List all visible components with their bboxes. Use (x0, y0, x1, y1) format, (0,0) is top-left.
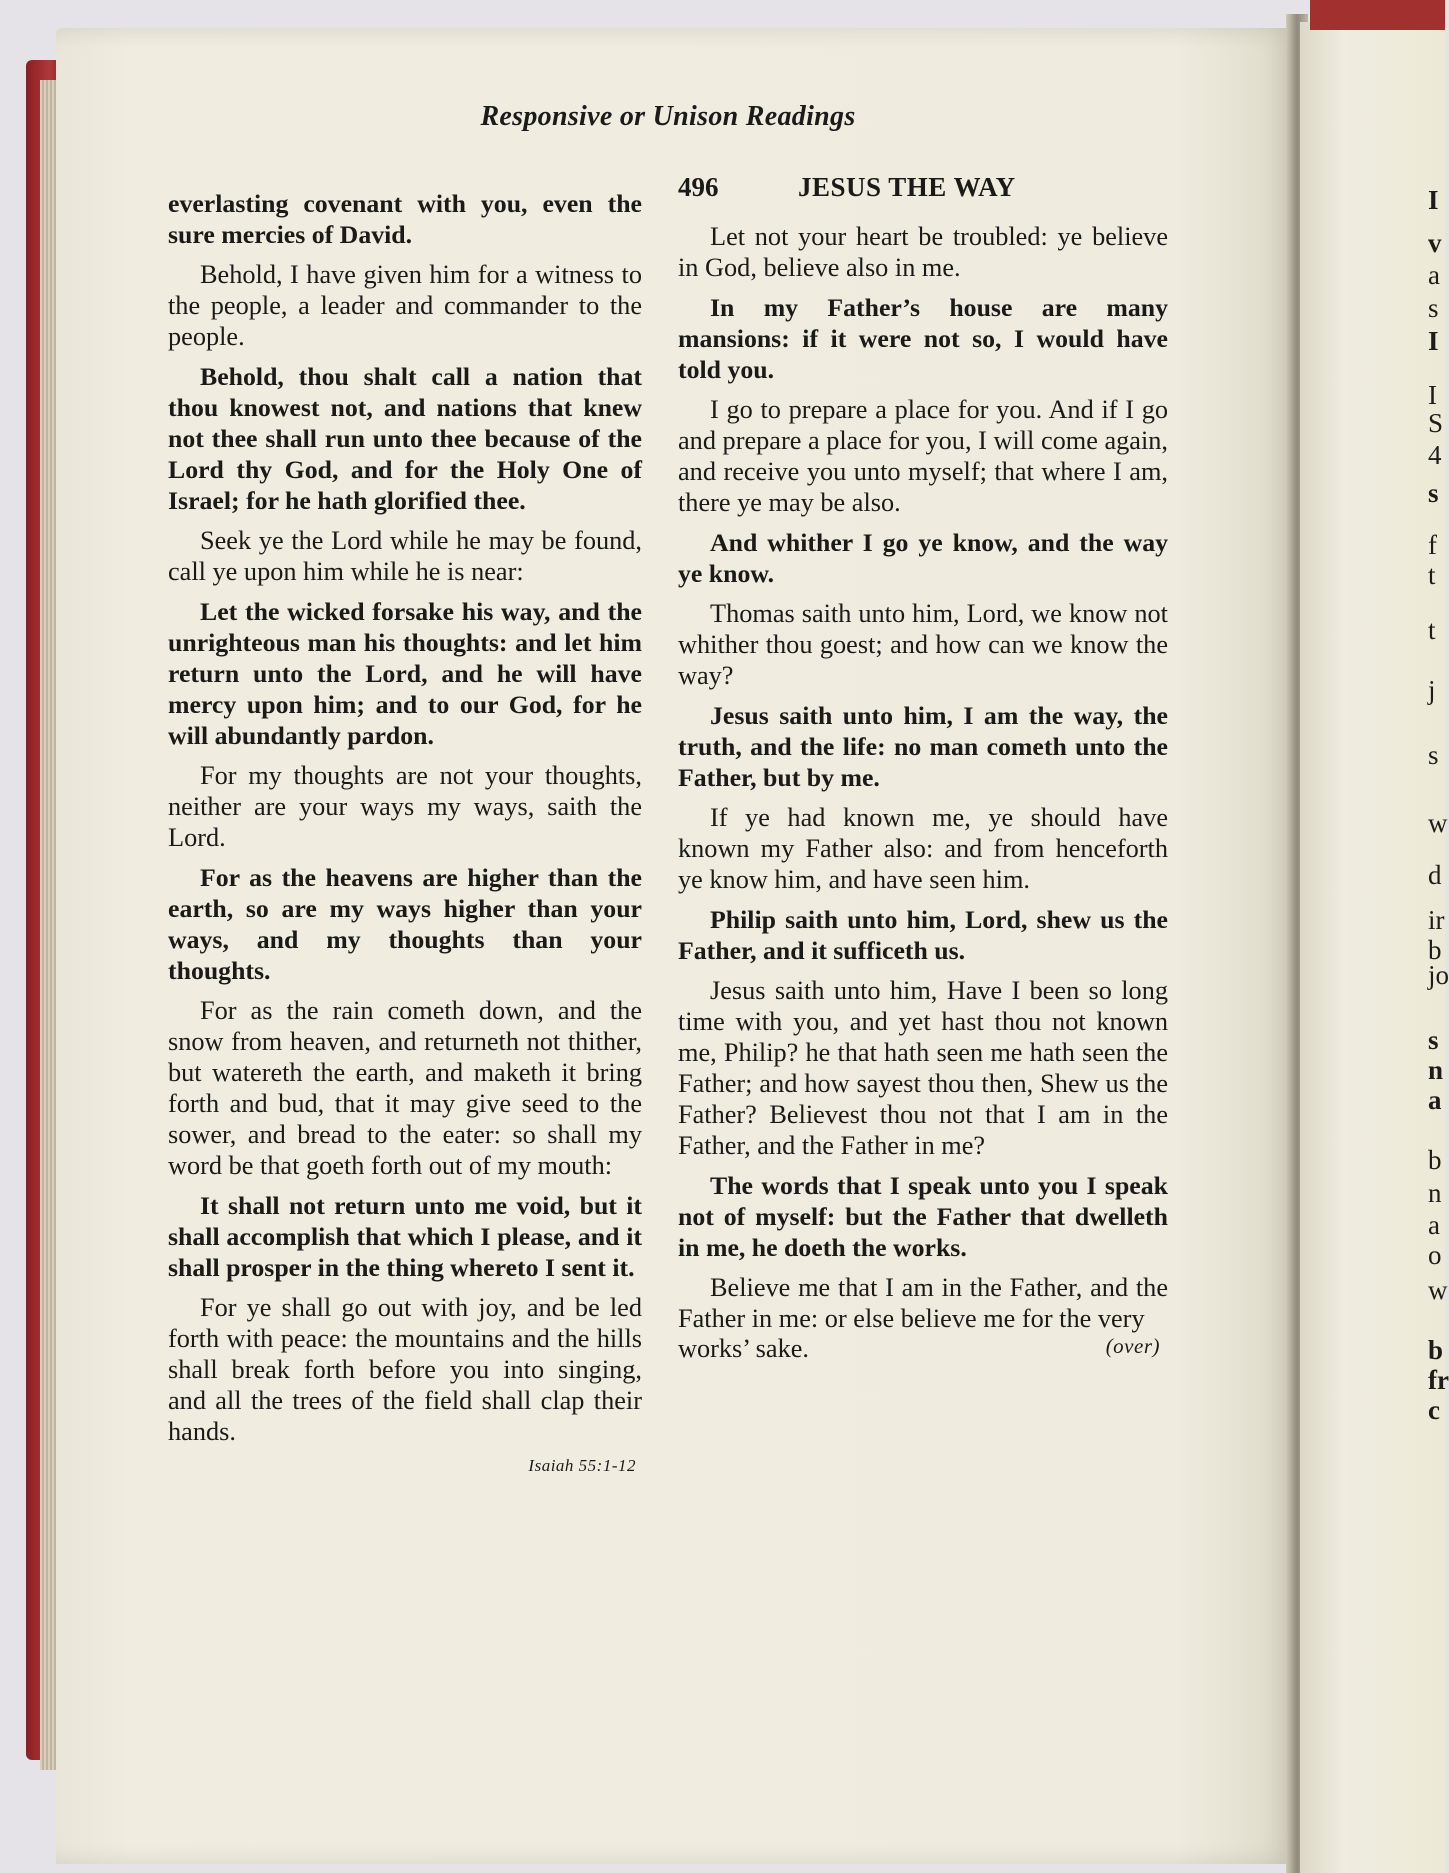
continuation-note: (over) (1105, 1334, 1160, 1358)
facing-page-fragment: b (1428, 1335, 1444, 1365)
right-paragraph: Let not your heart be troubled: ye believe in God, believe also in me. (678, 222, 1168, 282)
left-paragraph: For my thoughts are not your thoughts, neither are your ways my ways, saith the Lord. (168, 761, 642, 852)
final-line (678, 1334, 1168, 1364)
facing-page-fragment: a (1428, 1210, 1440, 1240)
facing-page-fragment: s (1428, 478, 1439, 508)
right-paragraph: And whither I go ye know, and the way ye know. (678, 528, 1168, 588)
right-paragraph: In my Father’s house are many mansions: if it were not so, I would have told you. (678, 293, 1168, 384)
facing-page-fragment: b (1428, 935, 1442, 965)
facing-page-fragment: 4 (1428, 440, 1442, 470)
facing-page-fragment: f (1428, 530, 1437, 560)
right-paragraphs (678, 221, 1168, 1263)
scripture-citation: Isaiah 55:1-12 (528, 1456, 636, 1475)
facing-page-fragment: jo (1428, 960, 1449, 990)
facing-page-fragment: o (1428, 1240, 1442, 1270)
facing-page-fragment: s (1428, 740, 1439, 770)
right-paragraph: Jesus saith unto him, Have I been so long time with you, and yet hast thou not known me, Philip? he that hath seen me hath seen the Father; and how sayest thou then, Shew us the Father? Believest thou not that I am in the Father, and the Father in me? (678, 976, 1168, 1160)
facing-page-fragment: S (1428, 408, 1444, 438)
facing-page-fragment: b (1428, 1145, 1442, 1175)
reading-header (678, 172, 1168, 203)
right-paragraph: Philip saith unto him, Lord, shew us the Father, and it sufficeth us. (678, 905, 1168, 965)
final-paragraph (678, 1272, 1168, 1334)
left-paragraph: Behold, thou shalt call a nation that thou knowest not, and nations that knew not thee shall run unto thee because of the Lord thy God, and for the Holy One of Israel; for he hath glorified thee. (168, 362, 642, 515)
facing-page-fragment: n (1428, 1055, 1444, 1085)
facing-page-fragment: s (1428, 293, 1439, 323)
facing-page-fragment: I (1428, 326, 1439, 356)
left-paragraph: everlasting covenant with you, even the sure mercies of David. (168, 189, 642, 249)
facing-page-fragment: v (1428, 228, 1442, 258)
right-paragraph: The words that I speak unto you I speak not of myself: but the Father that dwelleth in me, he doeth the works. (678, 1171, 1168, 1262)
facing-page-fragment: c (1428, 1395, 1440, 1425)
left-paragraph: Seek ye the Lord while he may be found, call ye upon him while he is near: (168, 526, 642, 586)
facing-page-fragment: t (1428, 615, 1436, 645)
facing-page-fragment: I (1428, 185, 1439, 215)
right-paragraph: Jesus saith unto him, I am the way, the truth, and the life: no man cometh unto the Father, but by me. (678, 701, 1168, 792)
facing-page-fragment: ir (1428, 905, 1445, 935)
left-paragraph: Behold, I have given him for a witness to the people, a leader and commander to the people. (168, 260, 642, 351)
final-paragraph-tail: works’ sake. (678, 1334, 809, 1363)
left-column (168, 188, 642, 1476)
left-paragraph: For as the heavens are higher than the earth, so are my ways higher than your ways, and my thoughts than your thoughts. (168, 863, 642, 985)
reading-title: JESUS THE WAY (798, 172, 1016, 202)
facing-page-fragment: a (1428, 1085, 1442, 1115)
right-paragraph: If ye had known me, ye should have known my Father also: and from henceforth ye know him, and have seen him. (678, 803, 1168, 894)
right-paragraph: I go to prepare a place for you. And if I go and prepare a place for you, I will come again, and receive you unto myself; that where I am, there ye may be also. (678, 395, 1168, 517)
left-paragraph: For ye shall go out with joy, and be led forth with peace: the mountains and the hills shall break forth before you into singing, and all the trees of the field shall clap their hands. (168, 1293, 642, 1446)
facing-page-fragment: t (1428, 560, 1436, 590)
reading-number: 496 (678, 172, 719, 202)
left-paragraphs (168, 188, 642, 1447)
facing-page-fragment: a (1428, 260, 1440, 290)
running-head: Responsive or Unison Readings (480, 101, 856, 132)
facing-page-fragment: w (1428, 1275, 1448, 1305)
facing-page (1300, 22, 1445, 1873)
facing-page-fragment: j (1428, 675, 1436, 705)
facing-page-fragment: n (1428, 1178, 1442, 1208)
facing-page-fragment: I (1428, 380, 1437, 410)
facing-page-fragment: fr (1428, 1365, 1449, 1395)
facing-page-fragment: d (1428, 860, 1442, 890)
right-column (678, 172, 1168, 1364)
facing-cover-edge (1310, 0, 1445, 30)
facing-page-fragment: s (1428, 1025, 1439, 1055)
right-paragraph: Thomas saith unto him, Lord, we know not whither thou goest; and how can we know the way? (678, 599, 1168, 690)
facing-page-fragment: w (1428, 808, 1448, 838)
final-paragraph-main: Believe me that I am in the Father, and the Father in me: or else believe me for the very (678, 1273, 1168, 1333)
left-paragraph: It shall not return unto me void, but it shall accomplish that which I please, and it shall prosper in the thing whereto I sent it. (168, 1191, 642, 1282)
left-paragraph: For as the rain cometh down, and the snow from heaven, and returneth not thither, but watereth the earth, and maketh it bring forth and bud, that it may give seed to the sower, and bread to the eater: so shall my word be that goeth forth out of my mouth: (168, 996, 642, 1180)
left-paragraph: Let the wicked forsake his way, and the unrighteous man his thoughts: and let him return unto the Lord, and he will have mercy upon him; and to our God, for he will abundantly pardon. (168, 597, 642, 750)
